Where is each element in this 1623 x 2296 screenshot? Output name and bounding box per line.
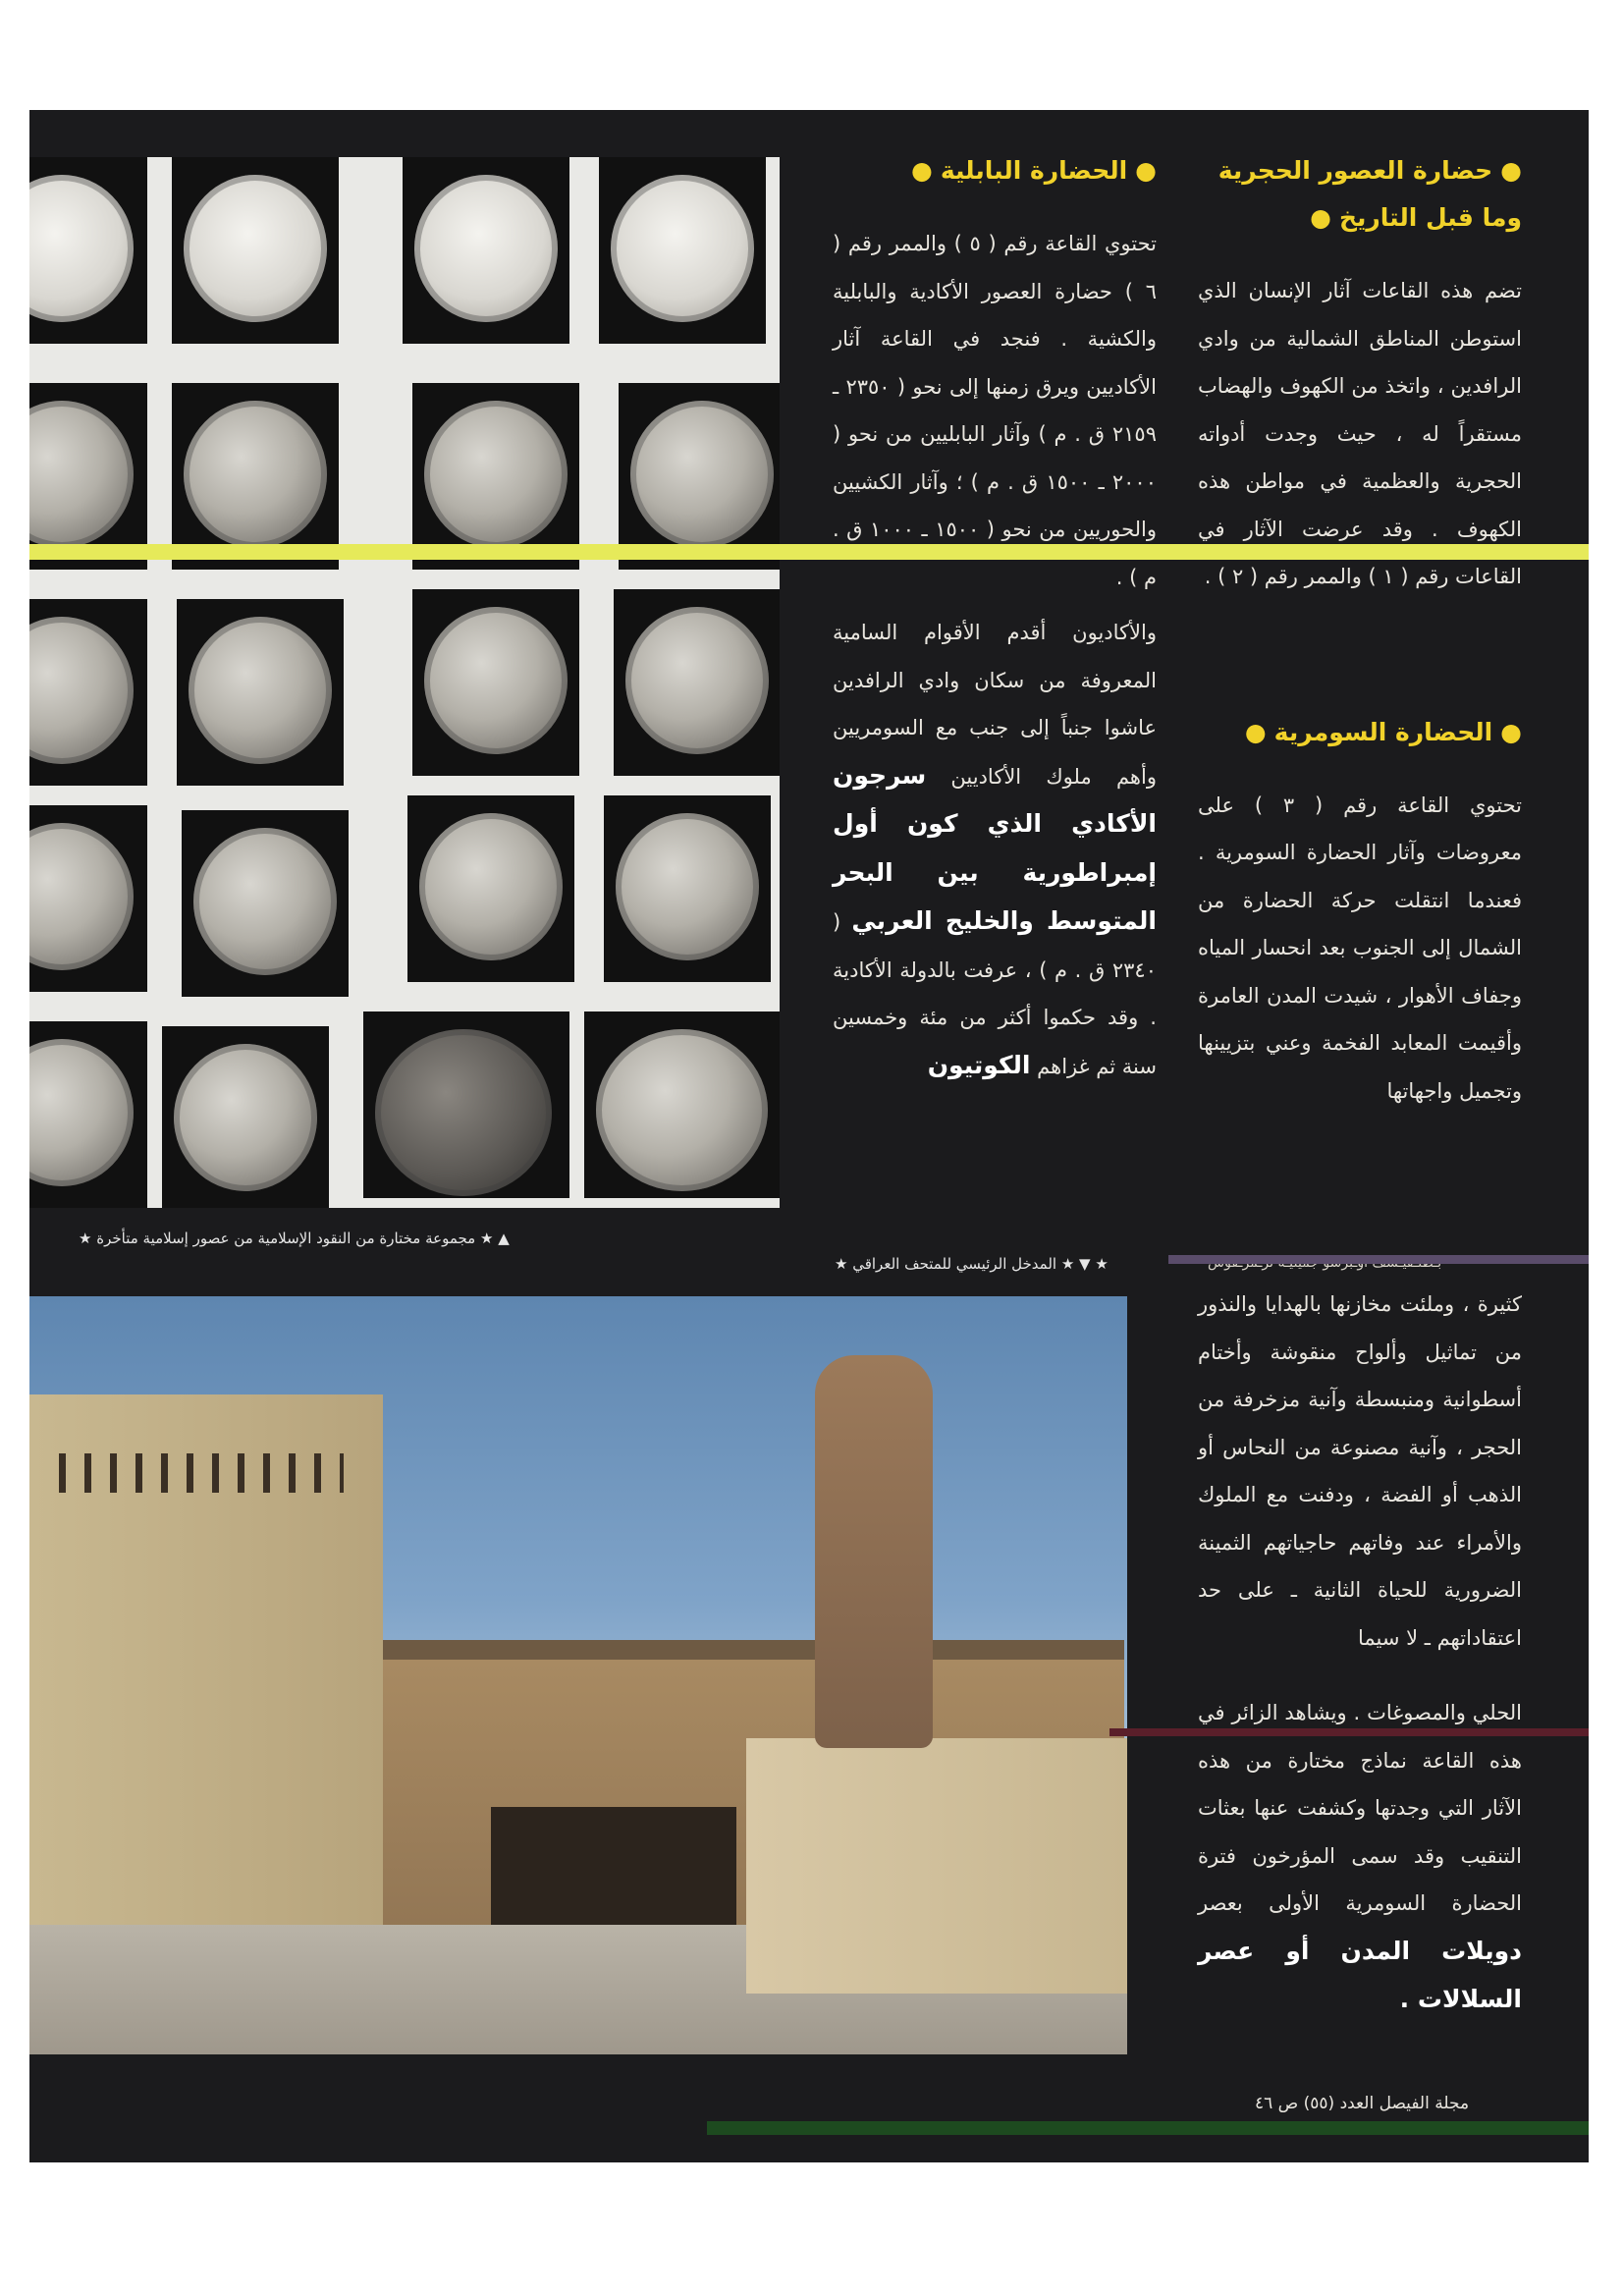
coin-tile bbox=[619, 383, 780, 570]
scan-artifact-line bbox=[707, 2121, 1589, 2135]
coin-tile bbox=[29, 805, 147, 992]
sumerian-body-2: كثيرة ، وملئت مخازنها بالهدايا والنذور من تماثيل وألواح منقوشة وأختام أسطوانية ومنبسطة وآنية مزخرفة من الحجر ، وآنية مصنوعة من النحاس أو الذهب أو الفضة ، ودفنت مع الملوك والأمراء عند وفاتهم حاجياتهم الثمينة الضرورية للحياة الثانية ـ على حد اعتقاداتهم ـ لا سيما bbox=[1198, 1292, 1522, 1650]
bullet-icon: ● bbox=[1310, 203, 1331, 232]
coin-tile bbox=[29, 1021, 147, 1208]
bullet-icon: ● bbox=[1244, 717, 1267, 746]
coin-tile bbox=[412, 589, 579, 776]
coin-tile bbox=[584, 1011, 780, 1198]
coin-tile bbox=[29, 599, 147, 786]
coin-tile bbox=[172, 157, 339, 344]
coin-tile bbox=[172, 383, 339, 570]
bullet-icon: ● bbox=[1500, 156, 1522, 185]
coin-tile bbox=[162, 1026, 329, 1208]
middle-column bbox=[833, 147, 1157, 1090]
stone-age-heading: ●حضارة العصور الحجرية وما قبل التاريخ● bbox=[1217, 156, 1522, 232]
coin-tile bbox=[29, 157, 147, 344]
coin-tile bbox=[407, 795, 574, 982]
sumerian-bold-term: دويلات المدن أو عصر السلالات . bbox=[1198, 1936, 1522, 2013]
gutians-bold: الكوتيون bbox=[927, 1050, 1031, 1079]
coin-tile bbox=[412, 383, 579, 570]
museum-caption: ★ ▼ ★ المدخل الرئيسي للمتحف العراقي ★ bbox=[835, 1255, 1109, 1273]
coin-tile bbox=[29, 383, 147, 570]
coin-tile bbox=[177, 599, 344, 786]
scan-artifact-line bbox=[1109, 1728, 1589, 1736]
magazine-page bbox=[29, 110, 1589, 2162]
coin-tile bbox=[403, 157, 569, 344]
coin-tile bbox=[182, 810, 349, 997]
statue-figure bbox=[815, 1355, 933, 1748]
sargon-bold: سرجون الأكادي الذي كون أول إمبراطورية بين البحر المتوسط والخليج العربي bbox=[833, 760, 1157, 935]
bullet-icon: ● bbox=[910, 156, 933, 185]
babylonian-body-1: تحتوي القاعة رقم ( ٥ ) والممر رقم ( ٦ ) حضارة العصور الأكادية والبابلية والكشية . فنجد في القاعة آثار الأكاديين ويرق زمنها إلى نحو ( ٢٣٥٠ ـ ٢١٥٩ ق . م ) وآثار البابليين من نحو ( ٢٠٠٠ ـ ١٥٠٠ ق . م ) ؛ وآثار الكشيين والحوريين من نحو ( ١٥٠٠ ـ ١٠٠٠ ق . م ) . bbox=[833, 232, 1157, 589]
coin-tile bbox=[363, 1011, 569, 1198]
scan-artifact-line bbox=[29, 544, 1589, 560]
iraq-museum-entrance-photo bbox=[29, 1296, 1127, 2054]
babylonian-body-2: والأكاديون أقدم الأقوام السامية المعروفة من سكان وادي الرافدين عاشوا جنباً إلى جنب مع السومريين وأهم ملوك الأكاديين سرجون الأكادي الذي كون أول إمبراطورية بين البحر المتوسط والخليج العربي ( ٢٣٤٠ ق . م ) ، عرفت بالدولة الأكادية . وقد حكموا أكثر من مئة وخمسين سنة ثم غزاهم الكوتيون bbox=[833, 621, 1157, 1079]
stone-age-body: تضم هذه القاعات آثار الإنسان الذي استوطن المناطق الشمالية من وادي الرافدين ، واتخذ من الكهوف والهضاب مستقراً له ، حيث وجدت أدواته الحجرية والعظمية في مواطن هذه الكهوف . وقد عرضت الآثار في القاعات رقم ( ١ ) والممر رقم ( ٢ ) . bbox=[1198, 279, 1522, 588]
right-column-lower bbox=[1198, 1281, 1522, 2025]
sumerian-body-1: تحتوي القاعة رقم ( ٣ ) على معروضات وآثار الحضارة السومرية . فعندما انتقلت حركة الحضارة من الشمال إلى الجنوب بعد انحسار المياه وجفاف الأهوار ، شيدت المدن العامرة وأقيمت المعابد الفخمة وعني بتزيينها وتجميل واجهاتها bbox=[1198, 793, 1522, 1103]
page-footer: مجلة الفيصل العدد (٥٥) ص ٤٦ bbox=[1255, 2094, 1470, 2113]
coins-caption: ▲ ★ مجموعة مختارة من النقود الإسلامية من عصور إسلامية متأخرة ★ bbox=[79, 1230, 510, 1247]
coin-tile bbox=[614, 589, 780, 776]
coin-tile bbox=[599, 157, 766, 344]
coin-tile bbox=[604, 795, 771, 982]
right-column bbox=[1198, 147, 1522, 1115]
sumerian-heading: ●الحضارة السومرية● bbox=[1244, 717, 1522, 746]
islamic-coins-photo bbox=[29, 157, 780, 1208]
sumerian-body-3: الحلي والمصوغات . ويشاهد الزائر في هذه القاعة نماذج مختارة من هذه الآثار التي وجدتها وكشفت عنها بعثات التنقيب وقد سمى المؤرخون فترة الحضارة السومرية الأولى بعصر دويلات المدن أو عصر السلالات . bbox=[1198, 1701, 1522, 2013]
bullet-icon: ● bbox=[1135, 156, 1157, 185]
babylonian-heading: ●الحضارة البابلية● bbox=[910, 156, 1157, 185]
bullet-icon: ● bbox=[1500, 717, 1522, 746]
scan-artifact-line bbox=[1168, 1255, 1589, 1264]
